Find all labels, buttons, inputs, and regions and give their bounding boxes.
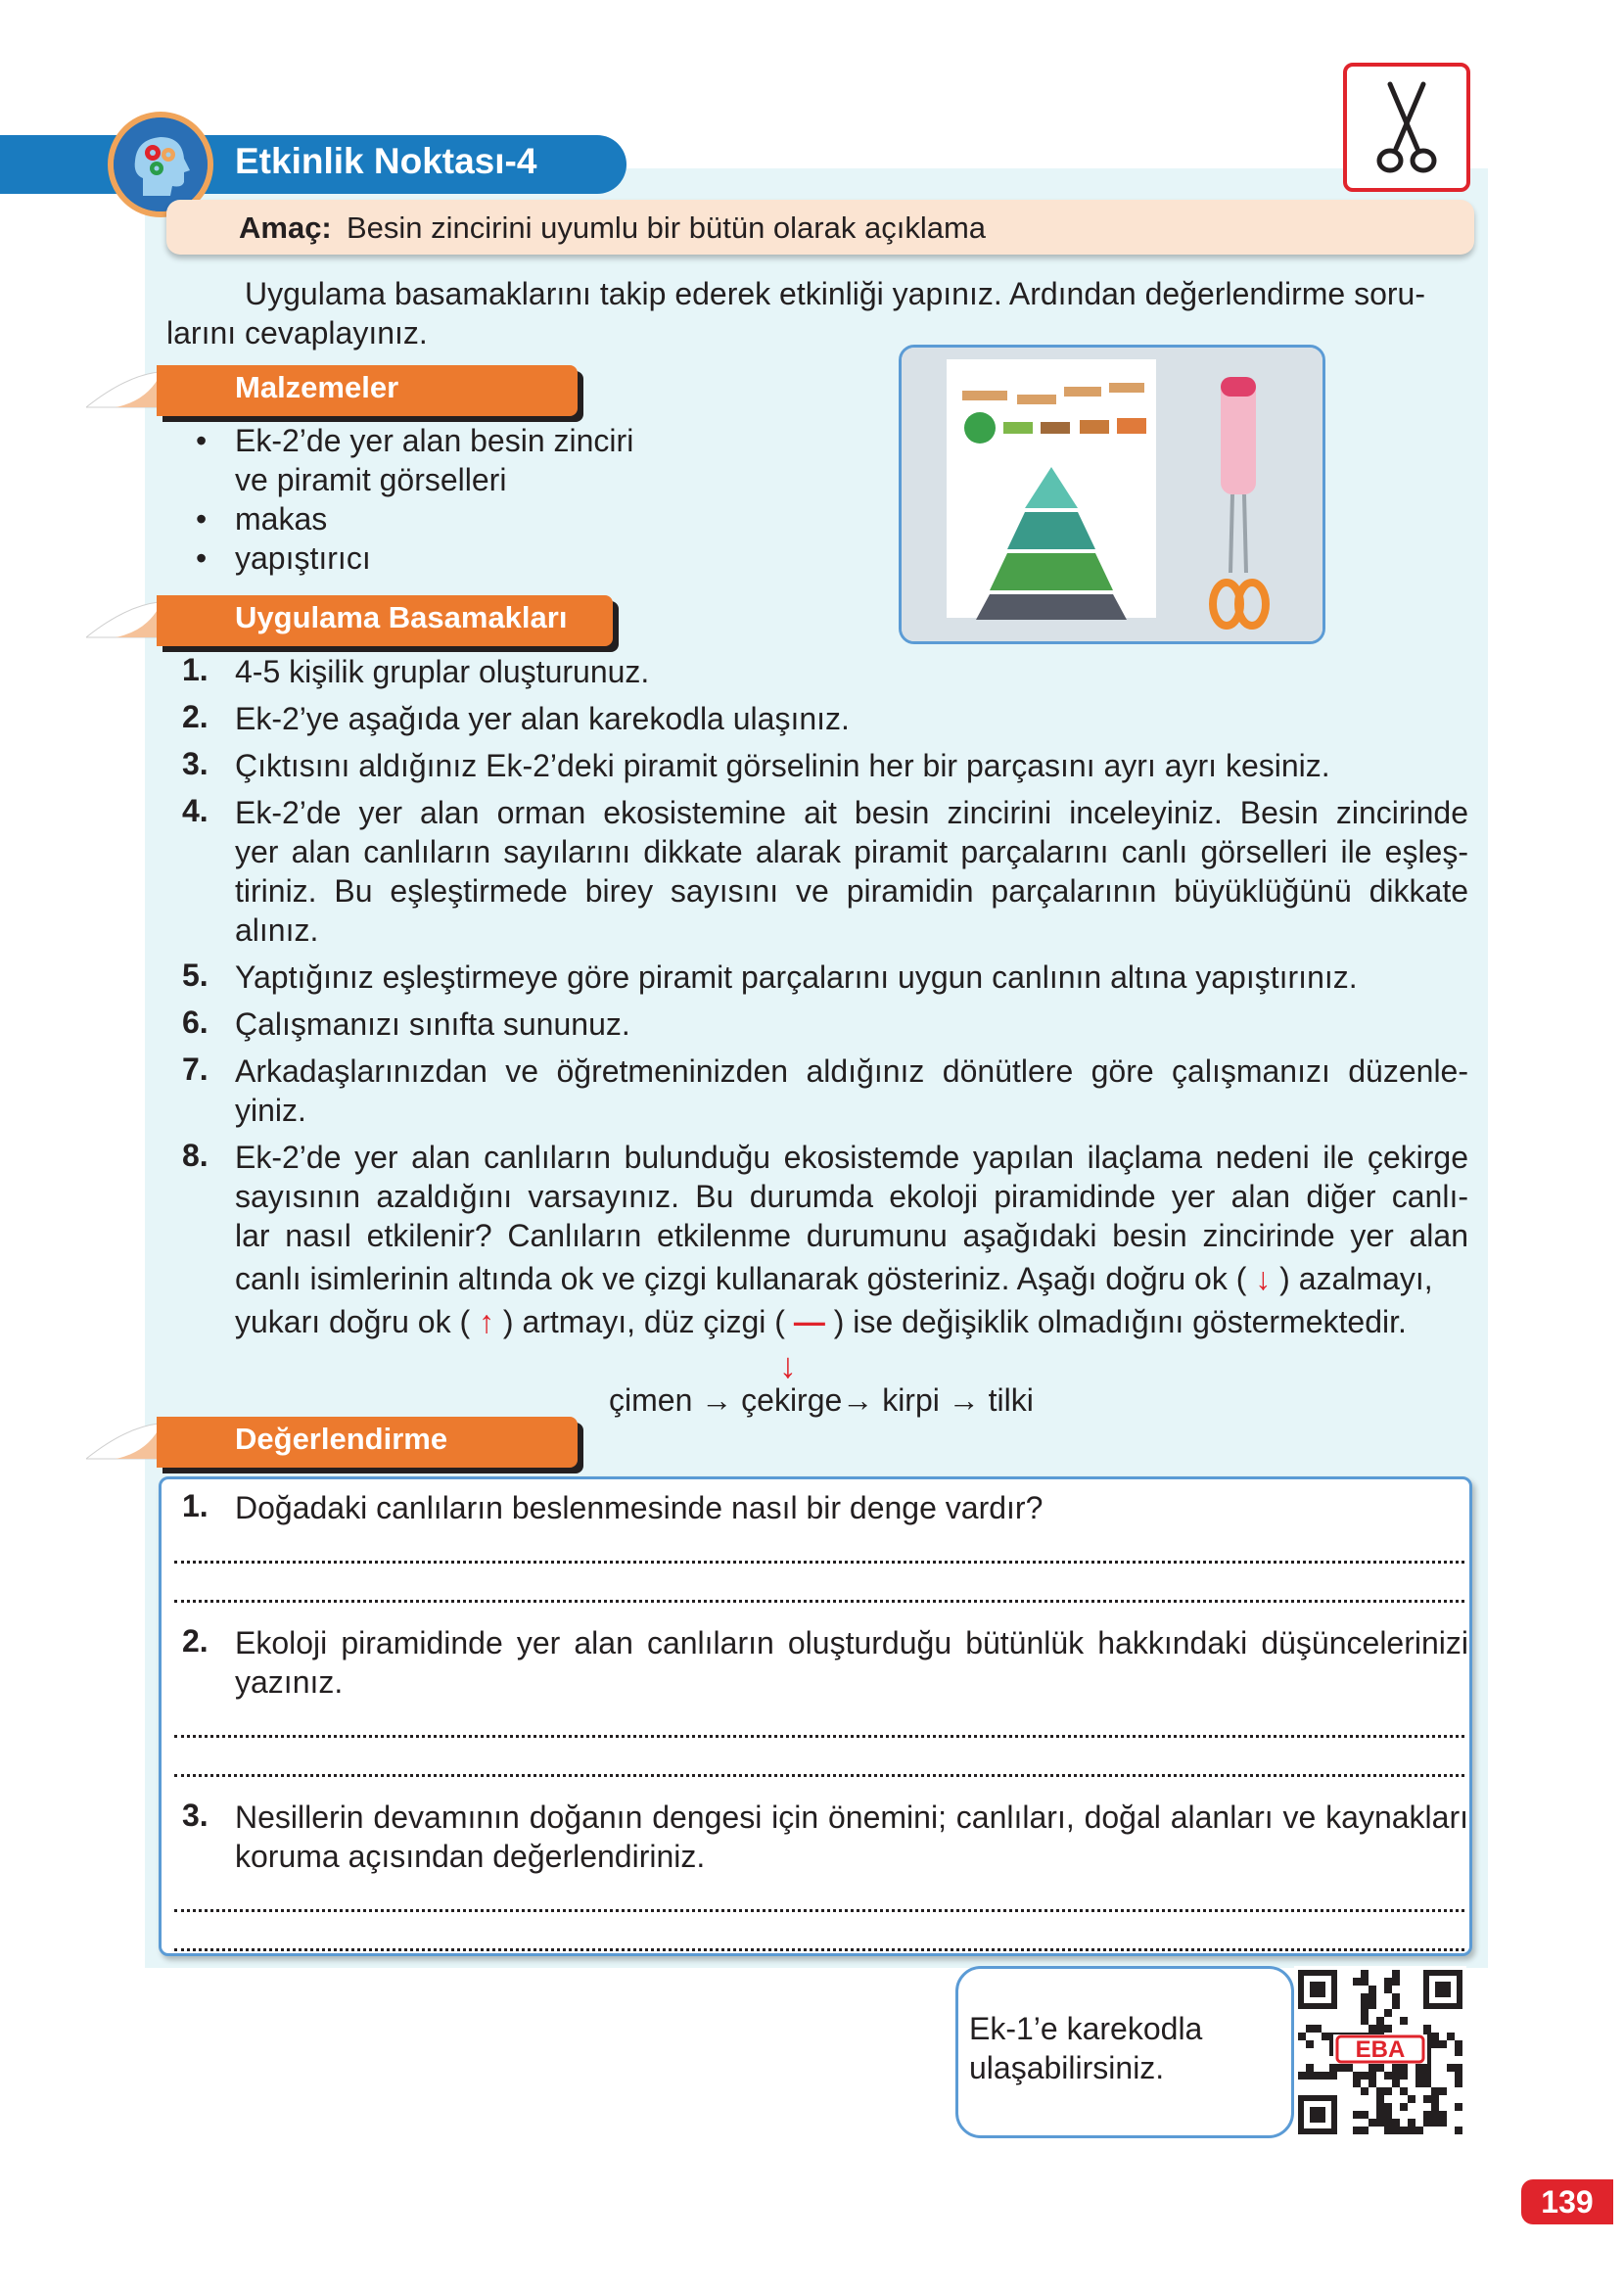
question-text: koruma açısından değerlendiriniz. bbox=[235, 1839, 706, 1874]
step-number: 5. bbox=[182, 958, 209, 993]
question-number: 2. bbox=[182, 1623, 209, 1659]
steps-heading: Uygulama Basamakları bbox=[235, 600, 568, 634]
bullet: • bbox=[196, 540, 208, 576]
step-number: 6. bbox=[182, 1005, 209, 1040]
page-curl-icon bbox=[86, 1420, 164, 1463]
step-text: Ek-2’de yer alan orman ekosistemine ait besin zincirini inceleyiniz. Besin zincirinde bbox=[235, 795, 1468, 830]
question-text: yazınız. bbox=[235, 1664, 344, 1700]
step-number: 2. bbox=[182, 699, 209, 734]
step-text bbox=[235, 1259, 1433, 1298]
intro-text-line: Uygulama basamaklarını takip ederek etkinliği yapınız. Ardından değerlendirme soru- bbox=[245, 276, 1425, 311]
step-text-part: ) artmayı, düz çizgi ( bbox=[502, 1304, 785, 1339]
step-text: Ek-2’de yer alan canlıların bulunduğu ekosistemde yapılan ilaçlama nedeni ile çekirge bbox=[235, 1140, 1468, 1175]
material-item: yapıştırıcı bbox=[235, 540, 371, 576]
material-item: ve piramit görselleri bbox=[235, 462, 507, 497]
down-arrow-icon: ↓ bbox=[779, 1345, 797, 1385]
step-text: Yaptığınız eşleştirmeye göre piramit parçalarını uygun canlının altına yapıştırınız. bbox=[235, 959, 1358, 995]
step-number: 4. bbox=[182, 793, 209, 828]
step-text-part: yukarı doğru ok ( bbox=[235, 1304, 471, 1339]
qr-caption: ulaşabilirsiniz. bbox=[969, 2050, 1165, 2085]
qr-caption: Ek-1’e karekodla bbox=[969, 2011, 1203, 2046]
step-text-part: ) ise değişiklik olmadığını göstermektedir. bbox=[833, 1304, 1407, 1339]
food-chain: çimen → çekirge→ kirpi → tilki bbox=[609, 1382, 1034, 1418]
page-curl-icon bbox=[86, 368, 164, 411]
question-text: Doğadaki canlıların beslenmesinde nasıl bir denge vardır? bbox=[235, 1490, 1044, 1525]
step-number: 3. bbox=[182, 746, 209, 781]
dash-icon: — bbox=[793, 1304, 825, 1339]
question-number: 1. bbox=[182, 1488, 209, 1523]
step-text-part: canlı isimlerinin altında ok ve çizgi kullanarak gösteriniz. Aşağı doğru ok ( bbox=[235, 1261, 1247, 1296]
step-text: lar nasıl etkilenir? Canlıların etkilenme durumunu aşağıdaki besin zincirinde yer alan bbox=[235, 1218, 1468, 1253]
step-text: Çıktısını aldığınız Ek-2’deki piramit görselinin her bir parçasını ayrı ayrı kesiniz. bbox=[235, 748, 1330, 783]
step-number: 1. bbox=[182, 652, 209, 687]
material-item: Ek-2’de yer alan besin zinciri bbox=[235, 423, 634, 458]
answer-line[interactable] bbox=[174, 1774, 1464, 1777]
step-number: 8. bbox=[182, 1138, 209, 1173]
page-curl-icon bbox=[86, 598, 164, 641]
material-item: makas bbox=[235, 501, 328, 537]
answer-line[interactable] bbox=[174, 1948, 1464, 1951]
step-text: tiriniz. Bu eşleştirmede birey sayısını ve piramidin parçalarının büyüklüğünü dikkate bbox=[235, 873, 1468, 909]
evaluation-box bbox=[159, 1476, 1472, 1956]
step-text: Ek-2’ye aşağıda yer alan karekodla ulaşınız. bbox=[235, 701, 850, 736]
step-text-part: ) azalmayı, bbox=[1279, 1261, 1433, 1296]
step-text bbox=[235, 1302, 1407, 1341]
step-text: Çalışmanızı sınıfta sununuz. bbox=[235, 1006, 630, 1042]
step-text: Arkadaşlarınızdan ve öğretmeninizden aldığınız dönütlere göre çalışmanızı düzenle- bbox=[235, 1053, 1468, 1089]
down-arrow-icon: ↓ bbox=[1255, 1261, 1272, 1296]
step-text: alınız. bbox=[235, 912, 319, 948]
eba-logo: EBA bbox=[1355, 2036, 1406, 2063]
qr-code-icon[interactable] bbox=[1294, 1966, 1466, 2138]
evaluation-heading: Değerlendirme bbox=[235, 1422, 448, 1456]
step-number: 7. bbox=[182, 1052, 209, 1087]
bullet: • bbox=[196, 501, 208, 537]
question-number: 3. bbox=[182, 1798, 209, 1833]
materials-photo bbox=[899, 345, 1325, 644]
step-text: yiniz. bbox=[235, 1093, 306, 1128]
step-text: sayısının azaldığını varsayınız. Bu durumda ekoloji piramidinde yer alan diğer canlı- bbox=[235, 1179, 1468, 1214]
answer-line[interactable] bbox=[174, 1561, 1464, 1564]
answer-line[interactable] bbox=[174, 1735, 1464, 1738]
aim-text: Besin zincirini uyumlu bir bütün olarak açıklama bbox=[347, 210, 987, 245]
step-text: yer alan canlıların sayılarını dikkate alarak piramit parçalarını canlı görselleri ile eşleş- bbox=[235, 834, 1468, 869]
step-text: 4-5 kişilik gruplar oluşturunuz. bbox=[235, 654, 650, 689]
answer-line[interactable] bbox=[174, 1600, 1464, 1603]
bullet: • bbox=[196, 423, 208, 458]
intro-text-line: larını cevaplayınız. bbox=[166, 315, 428, 351]
up-arrow-icon: ↑ bbox=[479, 1304, 494, 1339]
question-text: Ekoloji piramidinde yer alan canlıların oluşturduğu bütünlük hakkındaki düşüncelerinizi bbox=[235, 1625, 1468, 1660]
scissors-icon bbox=[1343, 63, 1470, 192]
page-number: 139 bbox=[1521, 2179, 1613, 2224]
activity-title: Etkinlik Noktası-4 bbox=[235, 141, 537, 181]
question-text: Nesillerin devamının doğanın dengesi için önemini; canlıları, doğal alanları ve kaynakları bbox=[235, 1800, 1468, 1835]
materials-heading: Malzemeler bbox=[235, 370, 399, 404]
answer-line[interactable] bbox=[174, 1909, 1464, 1912]
aim-label: Amaç: bbox=[239, 210, 332, 245]
